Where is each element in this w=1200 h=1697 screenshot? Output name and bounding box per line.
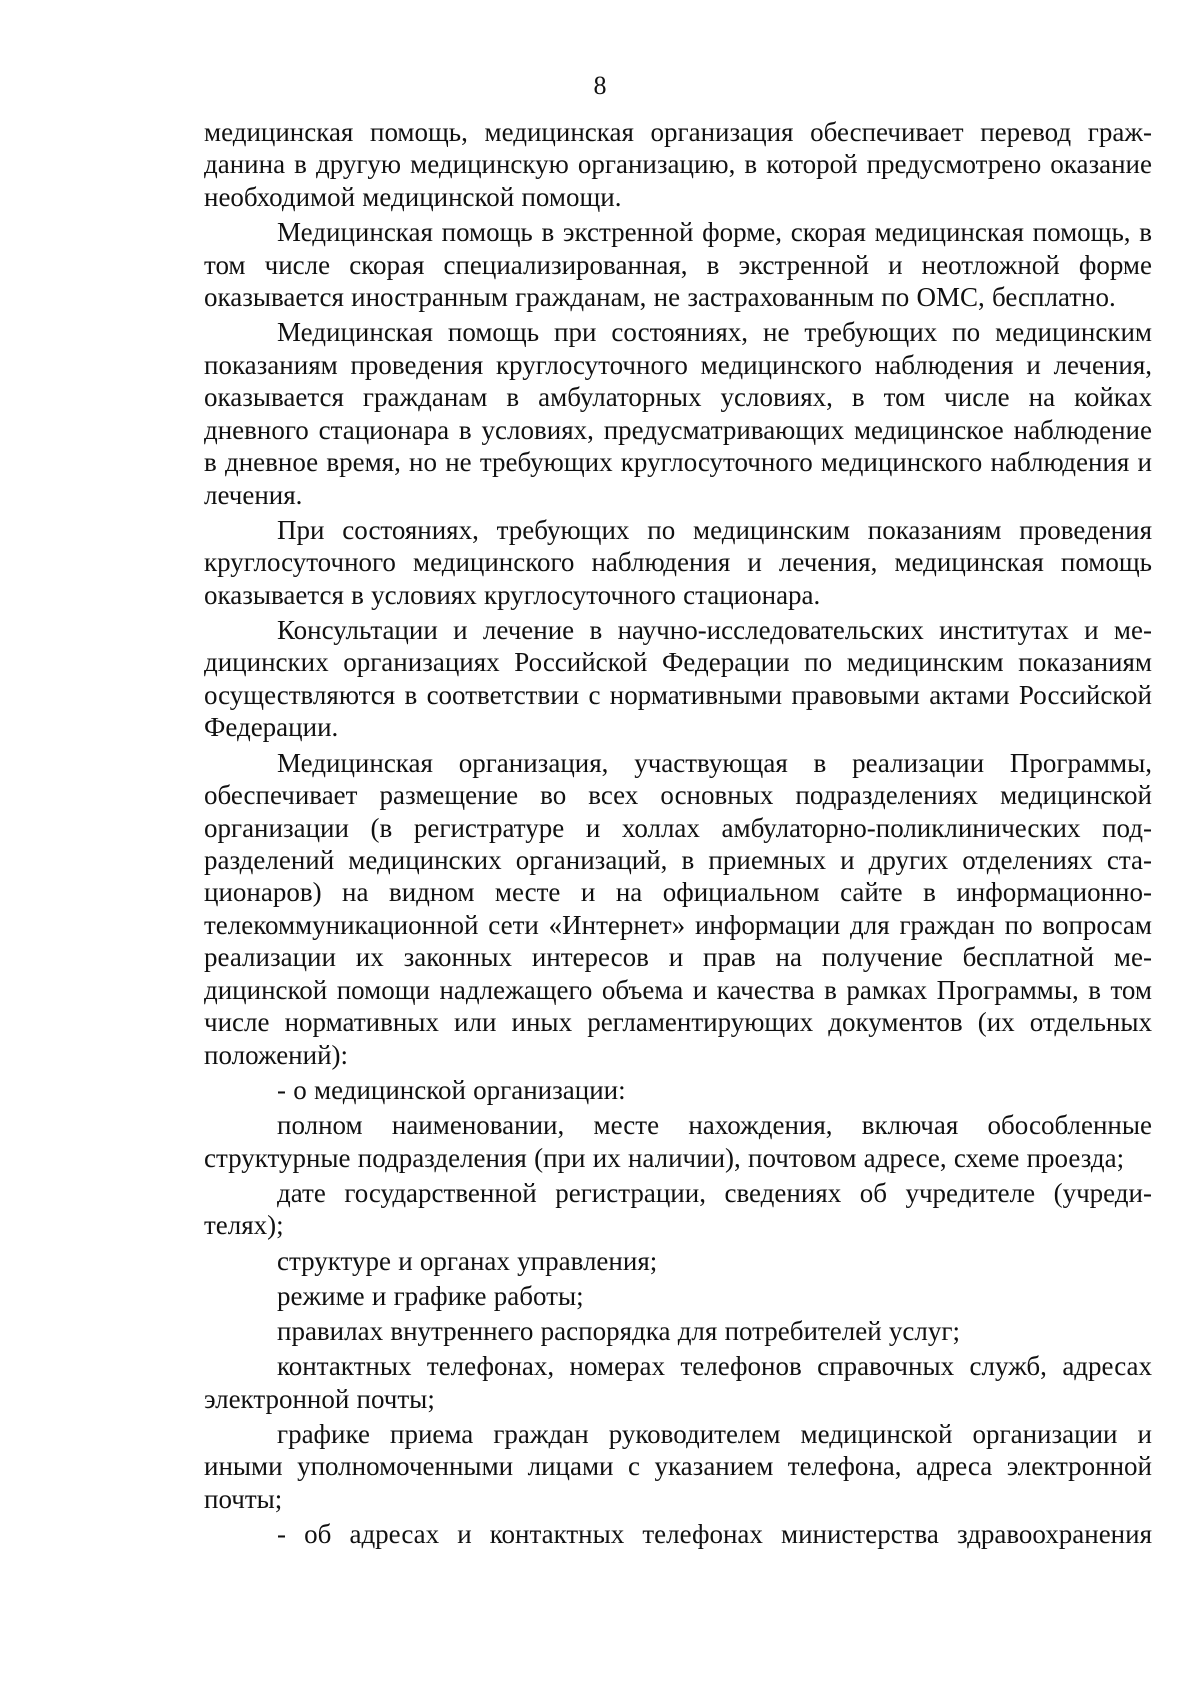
- list-item-internal-rules: правилах внутреннего распорядка для потребителей услуг;: [277, 1316, 960, 1347]
- list-item-full-name: полном наименовании, месте нахождения, включая обособленные структурные подразделения (при их наличии), почтовом адресе, схеме проезда;: [204, 1110, 1152, 1173]
- list-heading-ministry-addresses: - об адресах и контактных телефонах министерства здравоохранения: [277, 1519, 1152, 1550]
- paragraph-1: медицинская помощь, медицинская организация обеспечивает перевод гражданина в другую медицинскую организацию, в которой предусмотрено оказание необходимой медицинской помощи.: [204, 117, 1152, 212]
- list-heading-organization: - о медицинской организации:: [277, 1074, 626, 1105]
- document-body: [204, 116, 1152, 1553]
- paragraph-6: Медицинская организация, участвующая в реализации Программы, обеспечивает размещение во всех основных подразделениях медицинской организации (в регистратуре и холлах амбулаторно-поликлинических подразделений медицинских организаций, в приемных и других отделениях стационаров) на видном месте и на официальном сайте в информационно-телекоммуникационной сети «Интернет» информации для граждан по вопросам реализации их законных интересов и прав на получение бесплатной медицинской помощи надлежащего объема и качества в рамках Программы, в том числе нормативных или иных регламентирующих документов (их отдельных положений):: [204, 747, 1152, 1070]
- list-item-structure: структуре и органах управления;: [277, 1245, 658, 1276]
- paragraph-2: Медицинская помощь в экстренной форме, скорая медицинская помощь, в том числе скорая специализированная, в экстренной и неотложной форме оказывается иностранным гражданам, не застрахованным по ОМС, бесплатно.: [204, 217, 1152, 313]
- list-item-registration-date: дате государственной регистрации, сведениях об учредителе (учредителях);: [204, 1177, 1152, 1241]
- list-item-schedule: режиме и графике работы;: [277, 1280, 584, 1311]
- page-number: 8: [593, 71, 607, 100]
- list-item-contact-phones: контактных телефонах, номерах телефонов справочных служб, адресах электронной почты;: [204, 1351, 1152, 1414]
- paragraph-4: При состояниях, требующих по медицинским показаниям проведения круглосуточного медицинского наблюдения и лечения, медицинская помощь оказывается в условиях круглосуточного стационара.: [204, 514, 1152, 610]
- paragraph-5: Консультации и лечение в научно-исследовательских институтах и медицинских организациях Российской Федерации по медицинским показаниям осуществляются в соответствии с нормативными правовыми актами Российской Федерации.: [204, 614, 1152, 743]
- list-item-reception-schedule: графике приема граждан руководителем медицинской организации и иными уполномоченными лицами с указанием телефона, адреса электронной почты;: [204, 1419, 1152, 1514]
- paragraph-3: Медицинская помощь при состояниях, не требующих по медицинским показаниям проведения круглосуточного медицинского наблюдения и лечения, оказывается гражданам в амбулаторных условиях, в том числе на койках дневного стационара в условиях, предусматривающих медицинское наблюдение в дневное время, но не требующих круглосуточного медицинского наблюдения и лечения.: [204, 317, 1152, 510]
